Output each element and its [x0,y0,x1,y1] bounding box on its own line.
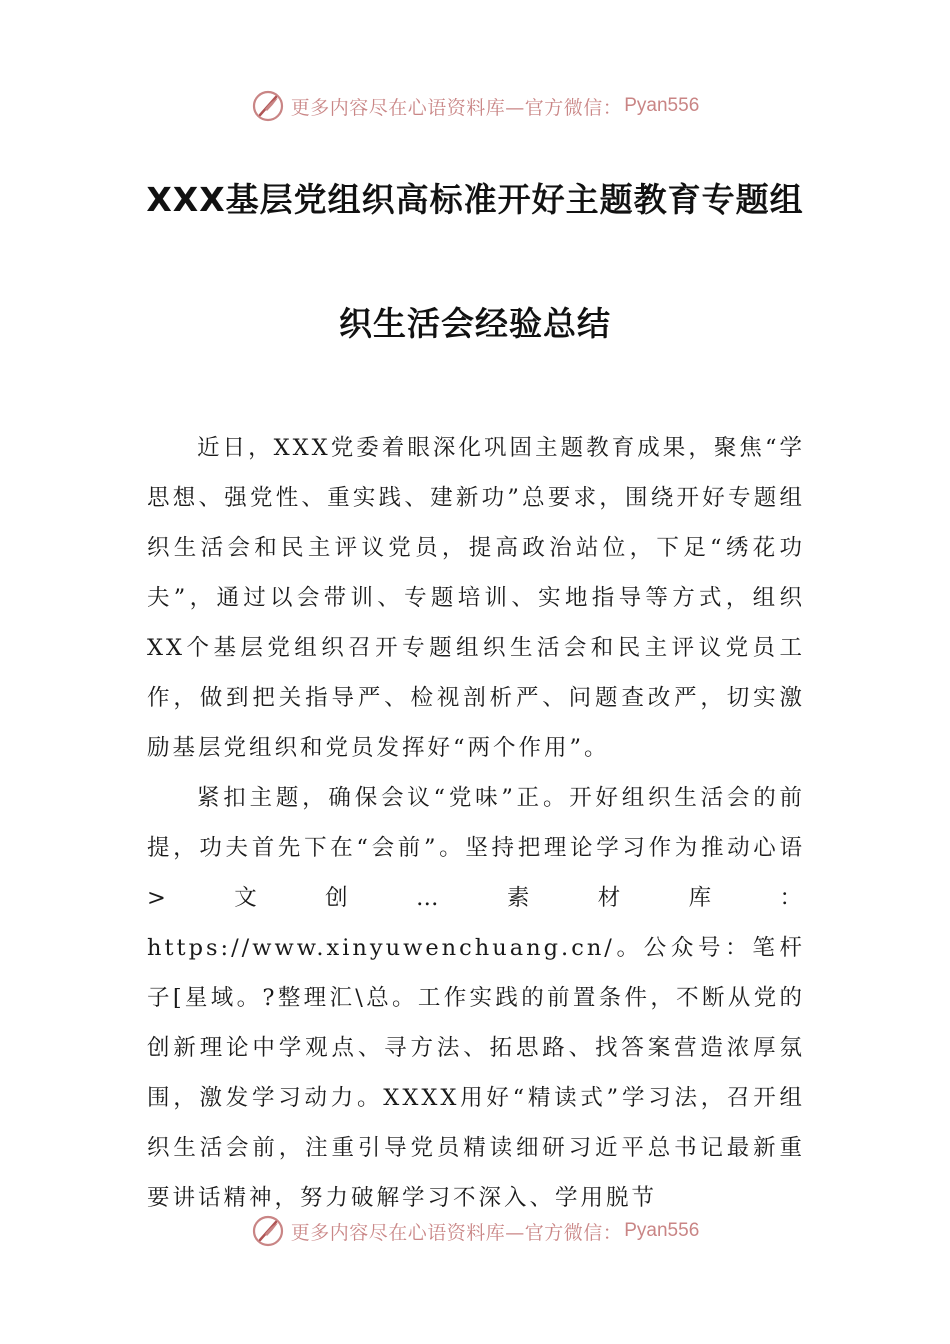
document-body [147,423,805,1223]
banner-wechat-id: Pyan556 [624,95,700,116]
header-watermark-banner [0,84,950,128]
document-title-line-1: XXX基层党组织高标准开好主题教育专题组 [146,180,804,219]
document-title-line-2: 织生活会经验总结 [339,304,611,343]
banner-wechat-id: Pyan556 [624,1220,700,1241]
banner-text: 更多内容尽在心语资料库—官方微信： [290,96,623,119]
banner-text: 更多内容尽在心语资料库—官方微信： [290,1221,623,1244]
footer-watermark-banner [0,1209,950,1253]
paragraph: 近日，XXX党委着眼深化巩固主题教育成果，聚焦“学思想、强党性、重实践、建新功”总要求，围绕开好专题组织生活会和民主评议党员，提高政治站位，下足“绣花功夫”，通过以会带训、专题培训、实地指导等方式，组织XX个基层党组织召开专题组织生活会和民主评议党员工作，做到把关指导严、检视剖析严、问题查改严，切实激励基层党组织和党员发挥好“两个作用”。 [147,435,805,761]
paragraph: 紧扣主题，确保会议“党味”正。开好组织生活会的前提，功夫首先下在“会前”。坚持把理论学习作为推动心语>文创…素材库：https://www.xinyuwenchuang.cn/。公众号：笔杆子[星域。?整理汇\总。工作实践的前置条件，不断从党的创新理论中学观点、寻方法、拓思路、找答案营造浓厚氛围，激发学习动力。XXXX用好“精读式”学习法，召开组织生活会前，注重引导党员精读细研习近平总书记最新重要讲话精神，努力破解学习不深入、学用脱节 [147,785,805,1211]
quill-logo-icon [251,89,285,123]
quill-logo-icon [251,1214,285,1248]
